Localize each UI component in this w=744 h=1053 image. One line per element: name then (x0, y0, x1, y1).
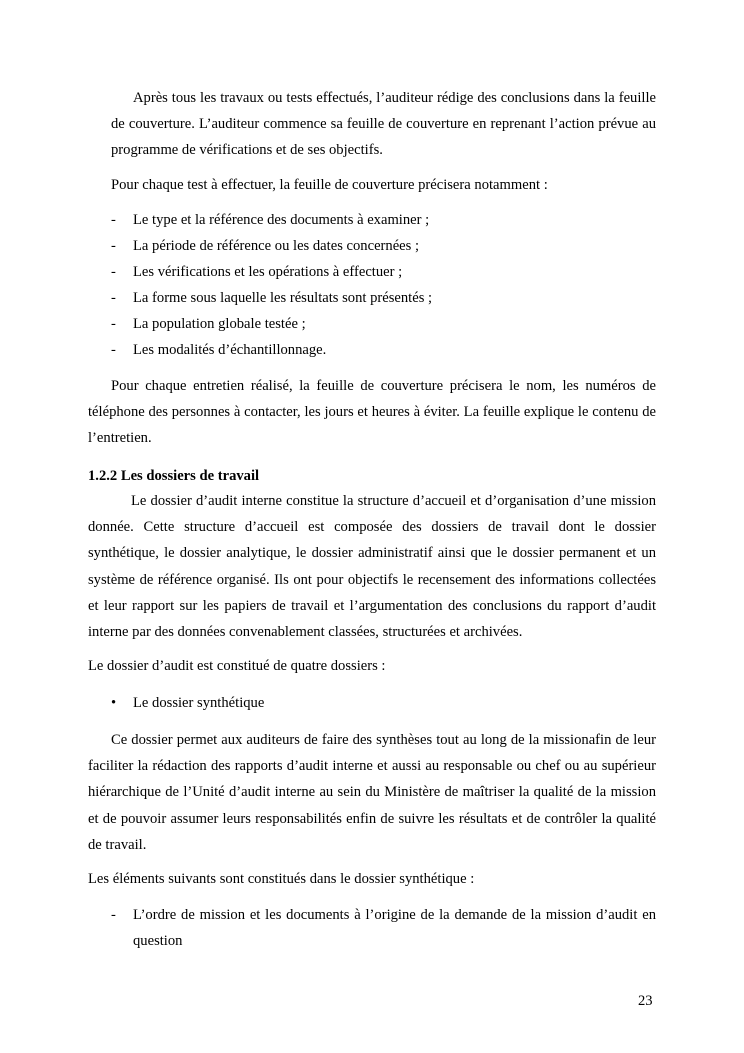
elements-intro: Les éléments suivants sont constitués dans le dossier synthétique : (88, 871, 475, 887)
list-item (111, 285, 656, 311)
intro-paragraph: Après tous les travaux ou tests effectués, l’auditeur rédige des conclusions dans la feuille de couverture. L’auditeur commence sa feuille de couverture en reprenant l’action prévue au programme de vérifications et de ses objectifs. (111, 90, 656, 159)
four-dossiers-text: Le dossier d’audit est constitué de quatre dossiers : (88, 658, 386, 674)
list-item-text: Le type et la référence des documents à examiner ; (133, 212, 430, 228)
list-item-text: Les modalités d’échantillonnage. (133, 342, 327, 358)
interview-paragraph: Pour chaque entretien réalisé, la feuille de couverture précisera le nom, les numéros de téléphone des personnes à contacter, les jours et heures à éviter. La feuille explique le contenu de l’entretien. (88, 378, 656, 447)
page-number: 23 (638, 993, 653, 1009)
synthetic-paragraph: Ce dossier permet aux auditeurs de faire des synthèses tout au long de la missionafin de leur faciliter la rédaction des rapports d’audit interne et aussi au responsable ou chef ou au supérieur hiérarchique de l’Unité d’audit interne au sein du Ministère de maîtriser la qualité de la mission et de pouvoir assumer leurs responsabilités enfin de suivre les résultats et de contrôler la qualité de travail. (88, 732, 656, 853)
list-item-text: La population globale testée ; (133, 316, 306, 332)
list-item-text: Les vérifications et les opérations à effectuer ; (133, 264, 403, 280)
section-heading: 1.2.2 Les dossiers de travail (88, 468, 260, 484)
dossier-paragraph: Le dossier d’audit interne constitue la structure d’accueil et d’organisation d’une mission donnée. Cette structure d’accueil est composée des dossiers de travail dont le dossier synthétique, le dossier analytique, le dossier administratif ainsi que le dossier permanent et un système de référence organisé. Ils ont pour objectifs le recensement des informations collectées et leur rapport sur les papiers de travail et l’argumentation des conclusions du rapport d’audit interne par des données convenablement classées, structurées et archivées. (88, 493, 656, 641)
dash-marker: - (111, 907, 116, 923)
dash-marker: - (111, 290, 116, 306)
list-item-text: L’ordre de mission et les documents à l’origine de la demande de la mission d’audit en question (133, 907, 656, 950)
list-item (111, 207, 656, 233)
test-intro: Pour chaque test à effectuer, la feuille de couverture précisera notamment : (111, 177, 548, 193)
bullet-item (111, 690, 656, 716)
list-item (111, 902, 656, 954)
dash-marker: - (111, 316, 116, 332)
bullet-item-text: Le dossier synthétique (133, 695, 265, 711)
dash-marker: - (111, 238, 116, 254)
list-item (111, 259, 656, 285)
dash-marker: - (111, 342, 116, 358)
bullet-marker: • (111, 695, 117, 711)
list-item (111, 233, 656, 259)
list-item (111, 337, 656, 363)
dash-marker: - (111, 212, 116, 228)
list-item-text: La période de référence ou les dates concernées ; (133, 238, 420, 254)
list-item (111, 311, 656, 337)
list-item-text: La forme sous laquelle les résultats sont présentés ; (133, 290, 433, 306)
dash-marker: - (111, 264, 116, 280)
